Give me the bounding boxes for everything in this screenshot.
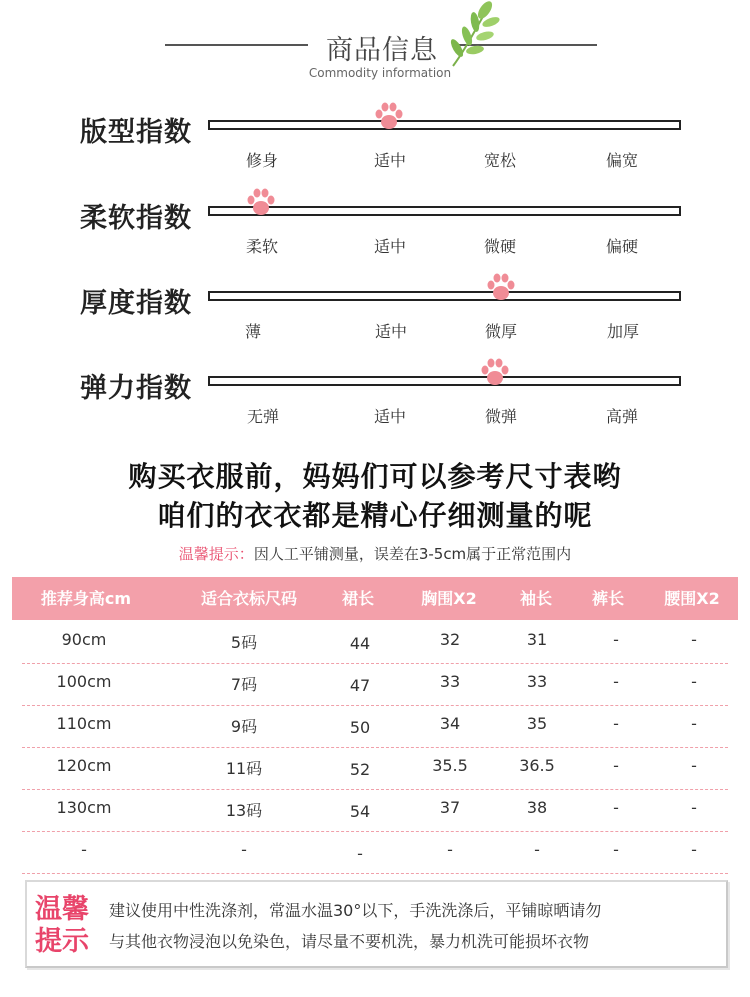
header-left-line bbox=[165, 44, 308, 46]
index-label: 弹力指数 bbox=[80, 373, 192, 404]
table-cell: - bbox=[691, 714, 697, 733]
table-cell: 32 bbox=[439, 630, 461, 649]
table-cell: - bbox=[613, 714, 619, 733]
column-header: 袖长 bbox=[519, 589, 552, 608]
table-cell: 90cm bbox=[61, 630, 107, 649]
index-option: 微弹 bbox=[484, 407, 517, 426]
table-cell: - bbox=[613, 756, 619, 775]
index-option: 偏宽 bbox=[605, 151, 638, 170]
slogan-line-1: 购买衣服前，妈妈们可以参考尺寸表哟 bbox=[128, 460, 622, 493]
index-row-elasticity bbox=[0, 366, 750, 436]
table-row bbox=[12, 664, 738, 706]
column-header: 裤长 bbox=[591, 589, 624, 608]
section-subtitle: Commodity information bbox=[308, 66, 452, 80]
index-option: 适中 bbox=[374, 322, 407, 341]
table-cell: 35.5 bbox=[432, 756, 468, 775]
table-cell: 47 bbox=[349, 676, 371, 695]
table-cell: - bbox=[81, 840, 87, 859]
paw-marker-icon bbox=[372, 100, 406, 134]
index-option: 加厚 bbox=[606, 322, 639, 341]
table-cell: 13码 bbox=[225, 801, 263, 820]
table-cell: 44 bbox=[349, 634, 371, 653]
table-row bbox=[12, 832, 738, 874]
slogan-line-2: 咱们的衣衣都是精心仔细测量的呢 bbox=[157, 499, 593, 532]
care-text-line-1: 建议使用中性洗涤剂，常温水温30°以下，手洗洗涤后，平铺晾晒请勿 bbox=[109, 901, 602, 920]
table-cell: - bbox=[613, 840, 619, 859]
index-option: 偏硬 bbox=[605, 237, 638, 256]
table-cell: 38 bbox=[526, 798, 548, 817]
section-title: 商品信息 bbox=[326, 35, 438, 66]
index-option: 无弹 bbox=[246, 407, 279, 426]
index-option: 高弹 bbox=[605, 407, 638, 426]
table-cell: 52 bbox=[349, 760, 371, 779]
measure-tip bbox=[0, 543, 750, 564]
table-cell: 100cm bbox=[56, 672, 112, 691]
table-cell: - bbox=[357, 844, 363, 863]
column-header: 胸围X2 bbox=[421, 589, 477, 608]
table-cell: 120cm bbox=[56, 756, 112, 775]
table-cell: 50 bbox=[349, 718, 371, 737]
table-row bbox=[12, 706, 738, 748]
index-option: 柔软 bbox=[245, 237, 278, 256]
index-row-softness bbox=[0, 196, 750, 266]
table-cell: - bbox=[691, 840, 697, 859]
index-option: 适中 bbox=[373, 237, 406, 256]
index-option: 适中 bbox=[373, 407, 406, 426]
table-cell: - bbox=[447, 840, 453, 859]
index-track bbox=[208, 291, 681, 301]
paw-marker-icon bbox=[244, 186, 278, 220]
paw-marker-icon bbox=[484, 271, 518, 305]
size-table-header bbox=[12, 577, 738, 620]
table-cell: 110cm bbox=[56, 714, 112, 733]
care-notice-mark bbox=[35, 894, 97, 958]
index-track bbox=[208, 206, 681, 216]
paw-marker-icon bbox=[478, 356, 512, 390]
table-cell: - bbox=[613, 630, 619, 649]
index-track bbox=[208, 376, 681, 386]
index-row-fit bbox=[0, 110, 750, 180]
index-option: 修身 bbox=[245, 151, 278, 170]
table-cell: - bbox=[691, 756, 697, 775]
care-mark-line-2: 提示 bbox=[35, 926, 89, 957]
column-header: 推荐身高cm bbox=[40, 589, 132, 608]
index-track bbox=[208, 120, 681, 130]
table-cell: 11码 bbox=[225, 759, 263, 778]
index-label: 厚度指数 bbox=[80, 288, 192, 319]
table-cell: 37 bbox=[439, 798, 461, 817]
index-option: 微硬 bbox=[483, 237, 516, 256]
care-notice-text bbox=[109, 895, 719, 957]
index-option: 适中 bbox=[373, 151, 406, 170]
leaf-icon bbox=[445, 0, 505, 70]
tip-text: 因人工平铺测量，误差在3-5cm属于正常范围内 bbox=[253, 545, 572, 563]
table-cell: - bbox=[613, 798, 619, 817]
care-mark-line-1: 温馨 bbox=[35, 894, 89, 925]
table-cell: - bbox=[691, 798, 697, 817]
column-header: 裙长 bbox=[341, 589, 374, 608]
table-cell: 7码 bbox=[230, 675, 258, 694]
table-cell: 5码 bbox=[230, 633, 258, 652]
table-cell: 35 bbox=[526, 714, 548, 733]
column-header: 适合衣标尺码 bbox=[200, 589, 297, 608]
table-cell: 33 bbox=[526, 672, 548, 691]
table-cell: - bbox=[691, 672, 697, 691]
table-cell: 36.5 bbox=[519, 756, 555, 775]
table-cell: 33 bbox=[439, 672, 461, 691]
care-text-line-2: 与其他衣物浸泡以免染色，请尽量不要机洗，暴力机洗可能损坏衣物 bbox=[109, 932, 590, 951]
table-row bbox=[12, 748, 738, 790]
table-cell: 54 bbox=[349, 802, 371, 821]
table-cell: 31 bbox=[526, 630, 548, 649]
table-cell: - bbox=[691, 630, 697, 649]
section-header bbox=[0, 0, 750, 95]
table-cell: - bbox=[241, 840, 247, 859]
table-row bbox=[12, 790, 738, 832]
table-cell: - bbox=[534, 840, 540, 859]
table-row bbox=[12, 622, 738, 664]
table-cell: 34 bbox=[439, 714, 461, 733]
index-option: 微厚 bbox=[484, 322, 517, 341]
index-label: 版型指数 bbox=[80, 117, 192, 148]
index-option: 薄 bbox=[244, 322, 261, 341]
table-cell: 130cm bbox=[56, 798, 112, 817]
row-divider bbox=[22, 873, 728, 874]
index-row-thickness bbox=[0, 281, 750, 351]
index-label: 柔软指数 bbox=[80, 203, 192, 234]
care-notice-box bbox=[25, 880, 728, 968]
index-option: 宽松 bbox=[483, 151, 516, 170]
table-cell: - bbox=[613, 672, 619, 691]
column-header: 腰围X2 bbox=[664, 589, 720, 608]
table-cell: 9码 bbox=[230, 717, 258, 736]
tip-label: 温馨提示： bbox=[178, 545, 254, 563]
